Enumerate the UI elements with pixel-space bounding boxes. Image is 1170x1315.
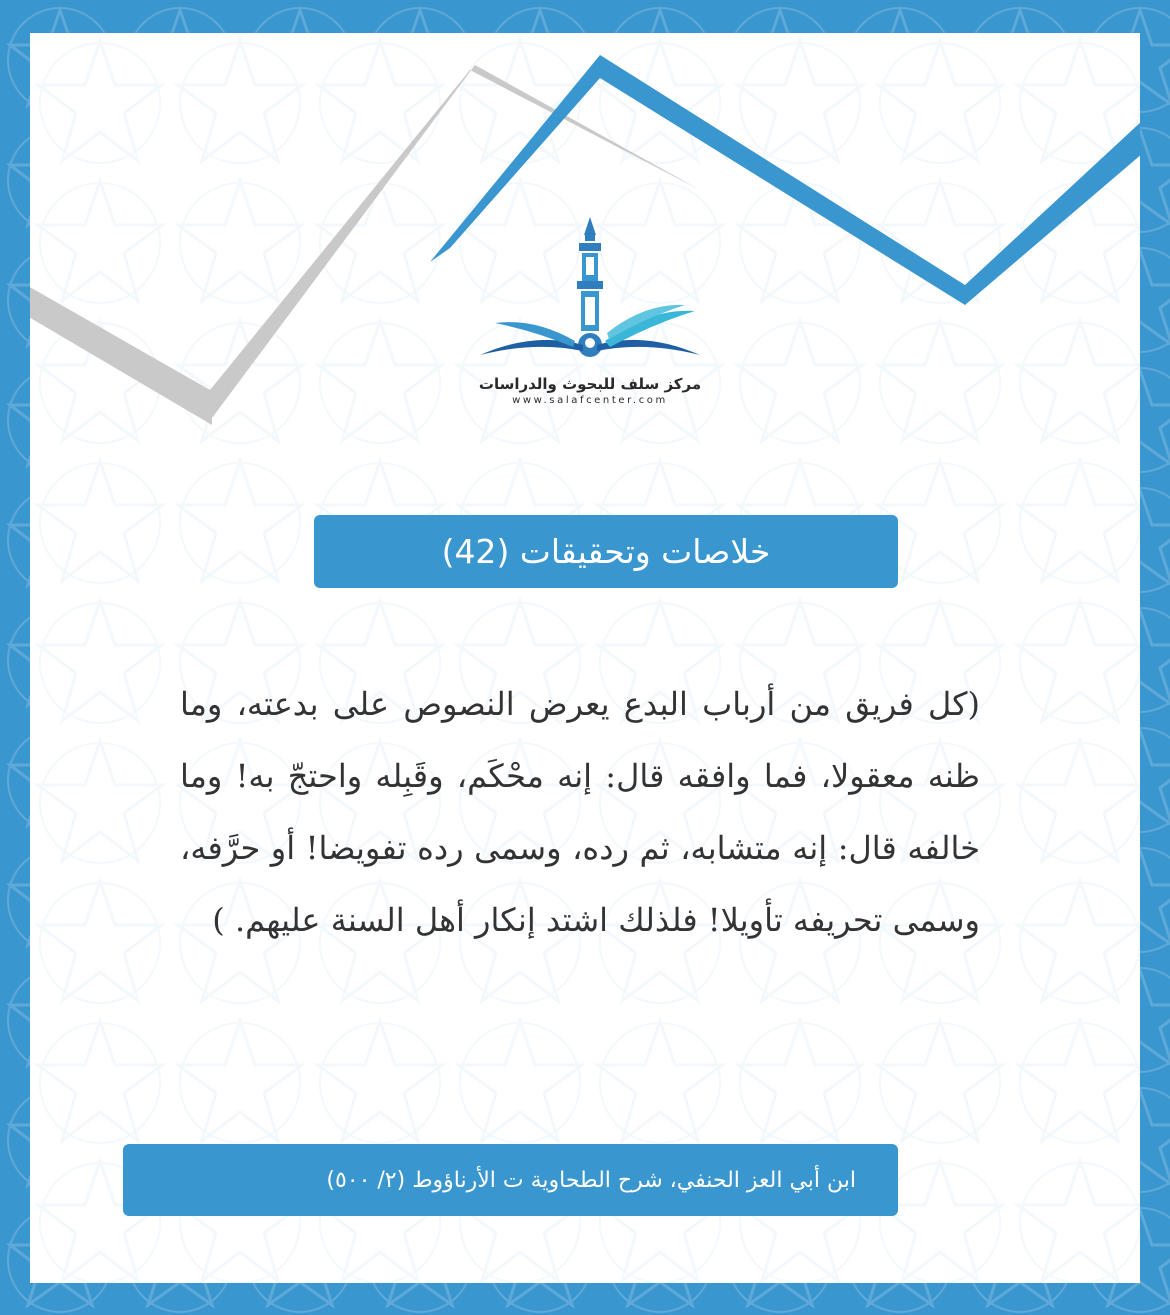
minaret-book-icon	[475, 213, 705, 373]
title-banner	[314, 515, 898, 588]
page-title: خلاصات وتحقيقات (42)	[441, 532, 771, 571]
source-banner	[123, 1144, 898, 1216]
logo	[470, 213, 710, 438]
logo-name: مركز سلف للبحوث والدراسات	[478, 375, 702, 393]
source-citation: ابن أبي العز الحنفي، شرح الطحاوية ت الأرناؤوط (٢/ ٥٠٠)	[326, 1167, 856, 1193]
content-card	[30, 33, 1140, 1283]
quote-text: (كل فريق من أرباب البدع يعرض النصوص على بدعته، وما ظنه معقولا، فما وافقه قال: إنه محْكَم، وقَبِله واحتجّ به! وما خالفه قال: إنه متشابه، ثم رده، وسمى رده تفويضا! أو حرَّفه، وسمى تحريفه تأويلا! فلذلك اشتد إنكار أهل السنة عليهم. )	[180, 685, 980, 939]
logo-url: www.salafcenter.com	[512, 395, 668, 406]
